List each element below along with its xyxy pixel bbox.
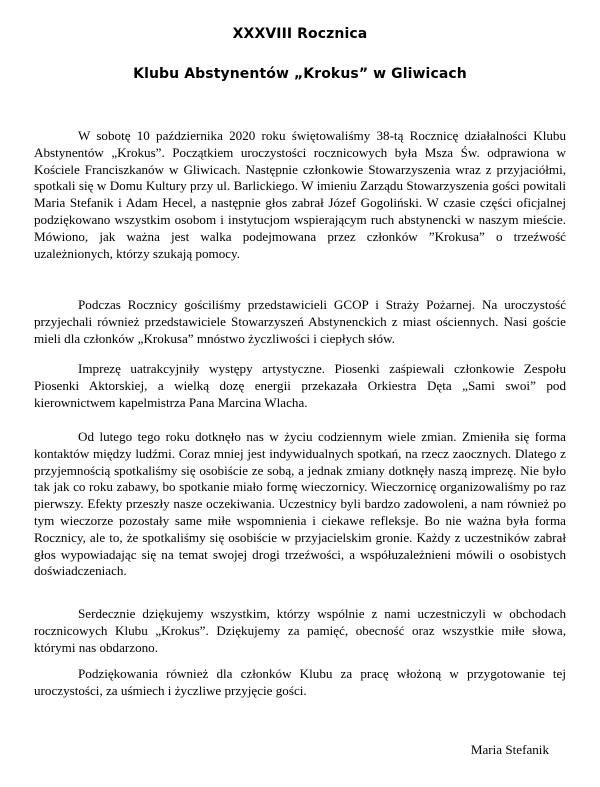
signature: Maria Stefanik [470,742,549,757]
paragraph: Podziękowania również dla członków Klubu za pracę włożoną w przygotowanie tej uroczystości, za uśmiech i życzliwe przyjęcie gości. [34,666,566,698]
document-title: XXXVIII Rocznica [232,26,368,42]
paragraph: Podczas Rocznicy gościliśmy przedstawicieli GCOP i Straży Pożarnej. Na uroczystość przyjechali również przedstawiciele Stowarzyszeń Abstynenckich z miast ościennych. Nasi goście mieli dla członków „Krokusa” mnóstwo życzliwości i ciepłych słów. [34,297,566,346]
paragraph: Od lutego tego roku dotknęło nas w życiu codziennym wiele zmian. Zmieniła się forma kontaktów między ludźmi. Coraz mniej jest indywidualnych spotkań, na rzecz zaocznych. Dlatego z przyjemnością spotkaliśmy się osobiście ze sobą, a jednak zmiany dotknęły naszą imprezę. Nie było tak jak co roku zabawy, bo spotkanie miało formę wieczornicy. Wieczornicę organizowaliśmy po raz pierwszy. Efekty przeszły nasze oczekiwania. Uczestnicy byli bardzo zadowoleni, a nam również po tym wieczorze pozostały same miłe wspomnienia i ciekawe refleksje. Bo nie ważna była forma Rocznicy, ale to, że spotkaliśmy się osobiście w przyjacielskim gronie. Każdy z uczestników zabrał głos wypowiadając się na temat swojej drogi trzeźwości, a współuzależnieni mówili o osobistych doświadczeniach. [34,429,566,579]
paragraph: Serdecznie dziękujemy wszystkim, którzy wspólnie z nami uczestniczyli w obchodach rocznicowych Klubu „Krokus”. Dziękujemy za pamięć, obecność oraz wszystkie miłe słowa, którymi nas obdarzono. [34,606,566,655]
paragraph: Imprezę uatrakcyjniły występy artystyczne. Piosenki zaśpiewali członkowie Zespołu Piosenki Aktorskiej, a wielką dozę energii przekazała Orkiestra Dęta „Sami swoi” pod kierownictwem kapelmistrza Pana Marcina Wlacha. [34,361,566,410]
paragraph: W sobotę 10 października 2020 roku świętowaliśmy 38-tą Rocznicę działalności Klubu Abstynentów „Krokus”. Początkiem uroczystości rocznicowych była Msza Św. odprawiona w Kościele Franciszkanów w Gliwicach. Następnie członkowie Stowarzyszenia wraz z przyjaciółmi, spotkali się w Domu Kultury przy ul. Barlickiego. W imieniu Zarządu Stowarzyszenia gości powitali Maria Stefanik i Adam Hecel, a następnie głos zabrał Józef Gogoliński. W czasie części oficjalnej podziękowano wszystkim osobom i instytucjom wspierającym ruch abstynencki w naszym mieście. Mówiono, jak ważna jest walka podejmowana przez członków ”Krokusa” o trzeźwość uzależnionych, którzy szukają pomocy. [34,128,566,261]
document-subtitle: Klubu Abstynentów „Krokus” w Gliwicach [133,66,467,82]
